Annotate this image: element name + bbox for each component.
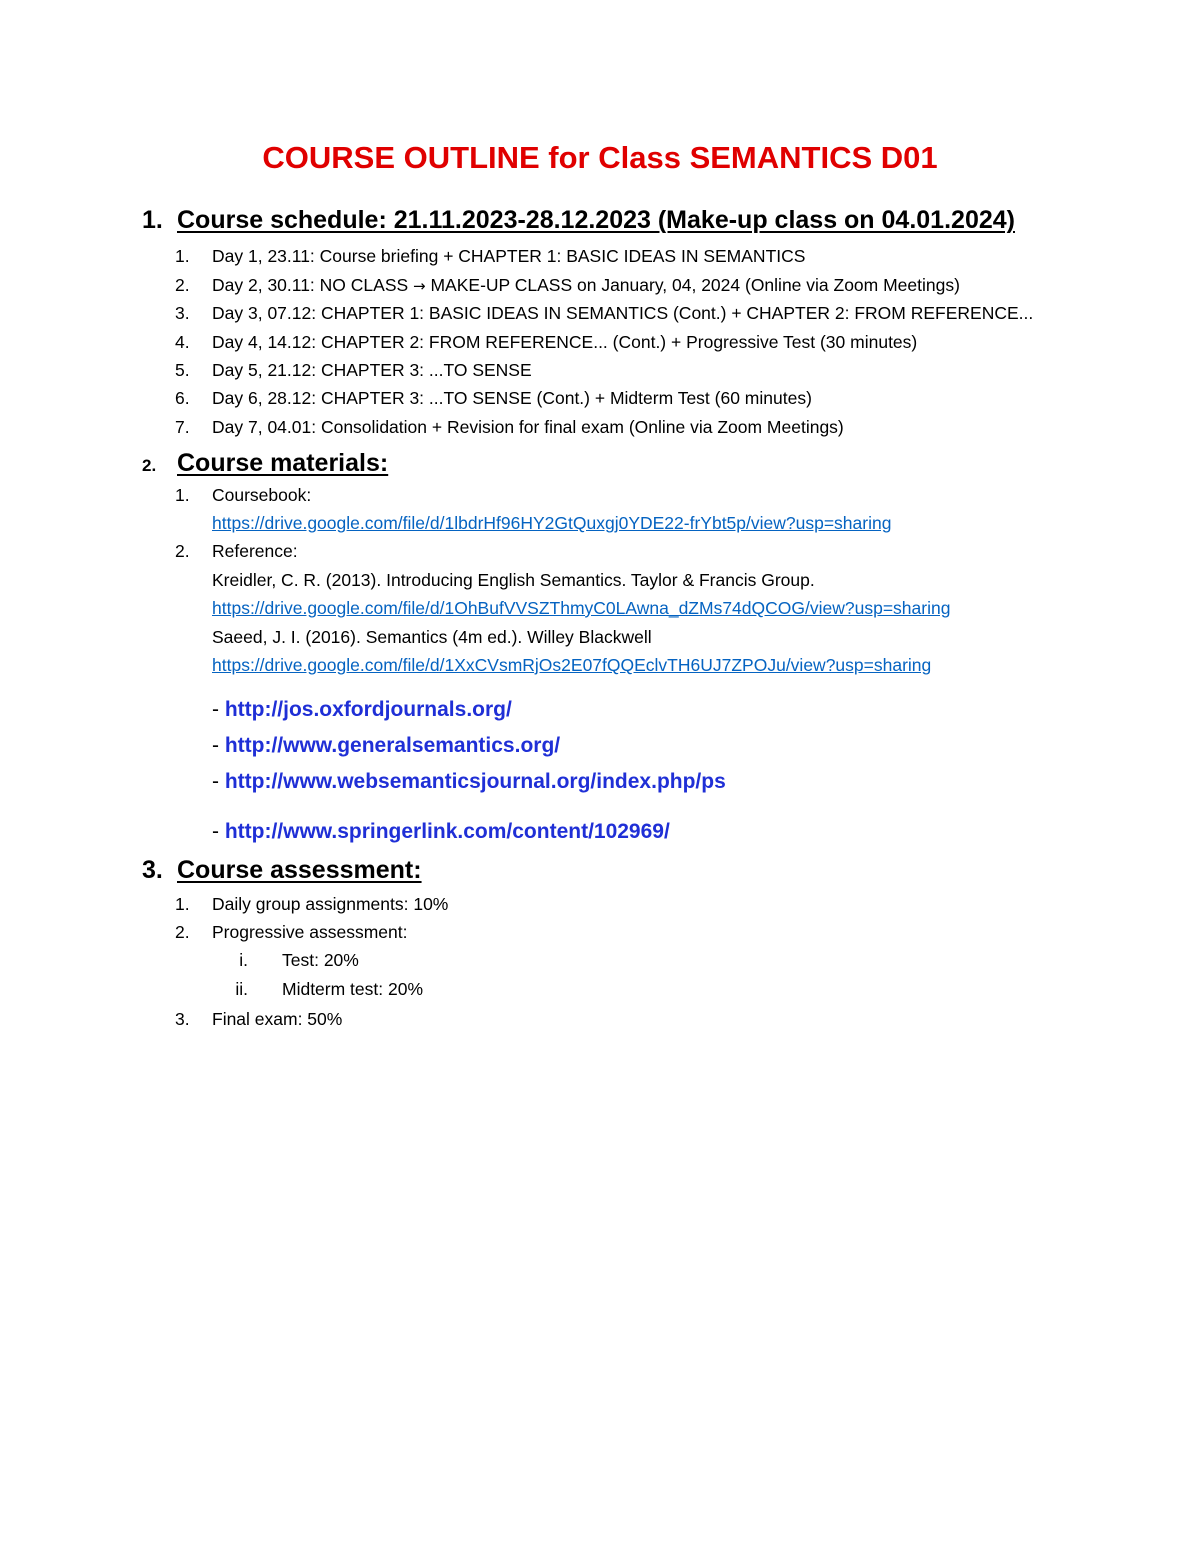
item-number: 5.: [175, 360, 190, 380]
item-text-before: Day 2, 30.11: NO CLASS: [212, 275, 414, 295]
subitem-number: i.: [239, 950, 248, 970]
item-text: Progressive assessment:: [212, 922, 408, 942]
subitem-number: ii.: [235, 979, 248, 999]
item-number: 1.: [175, 246, 190, 266]
item-number: 3.: [175, 1009, 190, 1029]
right-arrow-icon: →: [413, 277, 426, 295]
website-link[interactable]: http://jos.oxfordjournals.org/: [224, 698, 512, 721]
item-text-after: MAKE-UP CLASS on January, 04, 2024 (Online via Zoom Meetings): [425, 275, 960, 295]
section-materials-heading: [142, 449, 388, 478]
item-number: 6.: [175, 388, 190, 408]
schedule-item: [175, 245, 805, 267]
item-label: Reference:: [212, 541, 298, 561]
dash: -: [212, 820, 225, 843]
website-item: [212, 698, 512, 722]
website-item: [212, 770, 726, 794]
item-text: Day 6, 28.12: CHAPTER 3: ...TO SENSE (Cont.) + Midterm Test (60 minutes): [212, 388, 812, 408]
section-title: Course assessment:: [177, 856, 422, 884]
schedule-item: [175, 387, 812, 409]
reference-link[interactable]: https://drive.google.com/file/d/1OhBufVVSZThmyC0LAwna_dZMs74dQCOG/view?usp=sharing: [212, 598, 951, 618]
item-number: 1.: [175, 894, 190, 914]
item-label: Coursebook:: [212, 485, 312, 505]
schedule-item: [175, 359, 532, 381]
item-text: Day 4, 14.12: CHAPTER 2: FROM REFERENCE... (Cont.) + Progressive Test (30 minutes): [212, 332, 918, 352]
item-text: Day 3, 07.12: CHAPTER 1: BASIC IDEAS IN SEMANTICS (Cont.) + CHAPTER 2: FROM REFERENCE...: [212, 303, 1034, 323]
schedule-item: [175, 331, 917, 353]
schedule-item: [175, 416, 844, 438]
dash: -: [212, 770, 225, 793]
item-number: 2.: [175, 275, 190, 295]
item-text: Daily group assignments: 10%: [212, 894, 449, 914]
reference-link[interactable]: https://drive.google.com/file/d/1XxCVsmRjOs2E07fQQEclvTH6UJ7ZPOJu/view?usp=sharing: [212, 655, 932, 675]
website-item: [212, 820, 670, 844]
section-assessment-heading: [142, 856, 422, 885]
materials-item-reference: [175, 540, 298, 562]
reference-citation: Saeed, J. I. (2016). Semantics (4m ed.). Willey Blackwell: [212, 627, 652, 647]
section-number: 2.: [142, 456, 157, 475]
page-title: COURSE OUTLINE for Class SEMANTICS D01: [262, 140, 938, 175]
assessment-item: [175, 921, 408, 943]
schedule-item: [175, 274, 960, 297]
item-number: 7.: [175, 417, 190, 437]
website-link[interactable]: http://www.websemanticsjournal.org/index.php/ps: [224, 770, 726, 793]
dash: -: [212, 698, 225, 721]
section-number: 1.: [142, 206, 163, 234]
subitem-text: Test: 20%: [282, 950, 359, 970]
materials-item-coursebook: [175, 484, 311, 506]
reference-citation: Kreidler, C. R. (2013). Introducing English Semantics. Taylor & Francis Group.: [212, 570, 815, 590]
assessment-item: [175, 1008, 342, 1030]
website-item: [212, 734, 560, 758]
section-title: Course schedule: 21.11.2023-28.12.2023 (Make-up class on 04.01.2024): [177, 206, 1015, 234]
coursebook-link[interactable]: https://drive.google.com/file/d/1lbdrHf96HY2GtQuxgj0YDE22-frYbt5p/view?usp=sharing: [212, 513, 892, 533]
item-text: [212, 274, 960, 297]
section-title: Course materials:: [177, 449, 389, 477]
website-link[interactable]: http://www.generalsemantics.org/: [224, 734, 561, 757]
item-number: 2.: [175, 922, 190, 942]
item-number: 4.: [175, 332, 190, 352]
item-number: 2.: [175, 541, 190, 561]
section-schedule-heading: [142, 206, 1015, 235]
coursebook-link-line: [212, 512, 891, 534]
website-link[interactable]: http://www.springerlink.com/content/102969/: [224, 820, 670, 843]
dash: -: [212, 734, 225, 757]
assessment-subitem: [212, 949, 359, 971]
subitem-text: Midterm test: 20%: [282, 979, 424, 999]
schedule-item: [175, 302, 1033, 324]
item-text: Day 5, 21.12: CHAPTER 3: ...TO SENSE: [212, 360, 532, 380]
reference-link-line: [212, 597, 950, 619]
item-text: Day 7, 04.01: Consolidation + Revision for final exam (Online via Zoom Meetings): [212, 417, 844, 437]
reference-link-line: [212, 654, 931, 676]
item-text: Day 1, 23.11: Course briefing + CHAPTER 1: BASIC IDEAS IN SEMANTICS: [212, 246, 806, 266]
section-number: 3.: [142, 856, 163, 884]
item-number: 1.: [175, 485, 190, 505]
assessment-subitem: [212, 978, 423, 1000]
assessment-item: [175, 893, 448, 915]
item-text: Final exam: 50%: [212, 1009, 343, 1029]
item-number: 3.: [175, 303, 190, 323]
